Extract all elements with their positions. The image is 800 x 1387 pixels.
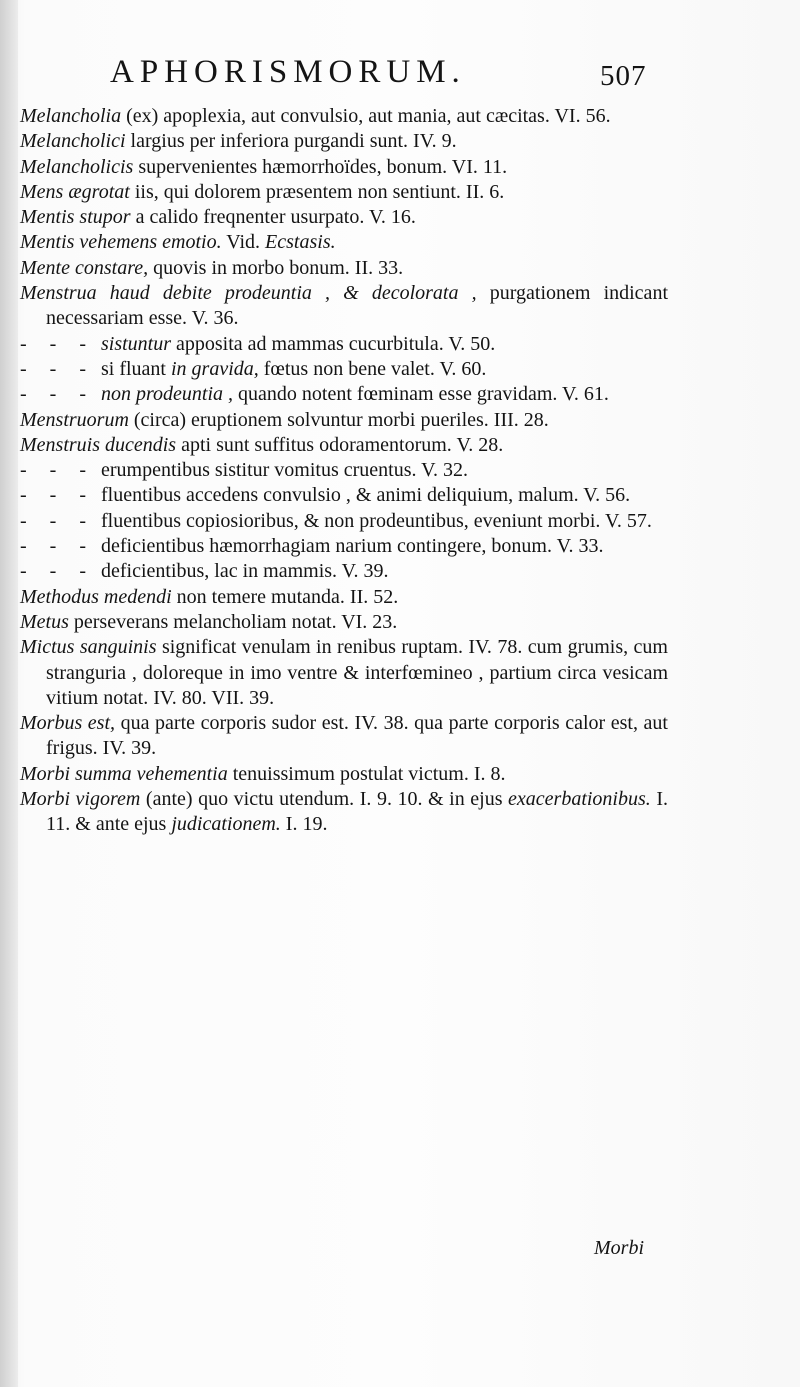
entry-lemma: Menstruis ducendis — [20, 433, 177, 456]
entry-italic: in gravida, — [170, 357, 259, 380]
index-entry — [20, 129, 668, 154]
index-entry — [20, 205, 668, 230]
entry-lemma: Morbi vigorem — [20, 788, 141, 811]
entry-dashes: - - - — [20, 332, 95, 355]
index-entry — [20, 585, 668, 610]
index-entry — [20, 762, 668, 787]
entry-lemma: Melancholicis — [20, 155, 134, 178]
entry-lemma: Morbus est, — [20, 712, 116, 735]
entry-text: erumpentibus sistitur vomitus cruentus. V. 32. — [100, 459, 469, 482]
entry-lemma: Melancholici — [20, 130, 126, 153]
entry-text: quando notent fœminam esse gravidam. V. 61. — [233, 383, 609, 406]
index-entry — [20, 332, 668, 357]
index-entry — [20, 256, 668, 281]
index-entry — [20, 382, 668, 407]
entry-lemma: Mentis vehemens emotio. — [20, 231, 222, 254]
index-entry — [20, 610, 668, 635]
page-spine-shadow — [0, 0, 18, 1387]
entry-text: non temere mutanda. II. 52. — [171, 585, 399, 608]
entry-text: si fluant — [100, 357, 171, 380]
page-header — [0, 50, 800, 94]
index-entry — [20, 711, 668, 762]
entry-lemma: Mens ægrotat — [20, 180, 130, 203]
entry-lemma: Menstrua haud debite prodeuntia , & decolorata , — [20, 282, 477, 305]
index-entry — [20, 230, 668, 255]
entry-text: tenuissimum postulat victum. I. 8. — [227, 762, 506, 785]
entry-text: iis, qui dolorem præsentem non sentiunt. II. 6. — [129, 180, 505, 203]
entry-lemma: Mentis stupor — [20, 206, 131, 229]
entry-lemma: Menstruorum — [20, 408, 129, 431]
index-entry — [20, 483, 668, 508]
index-entry — [20, 559, 668, 584]
entry-text: fluentibus copiosioribus, & non prodeuntibus, eveniunt morbi. V. 57. — [100, 509, 652, 532]
running-head: APHORISMORUM. — [110, 54, 466, 90]
entry-dashes: - - - — [20, 383, 95, 406]
index-entry — [20, 635, 668, 711]
entry-dashes: - - - — [20, 459, 95, 482]
entry-lemma: Melancholia — [20, 105, 122, 127]
entry-text: largius per inferiora purgandi sunt. IV. 9. — [125, 130, 457, 153]
entry-text: Vid. — [221, 231, 266, 254]
entry-text: quovis in morbo bonum. II. 33. — [148, 256, 404, 279]
entry-text: deficientibus hæmorrhagiam narium contingere, bonum. V. 33. — [100, 535, 604, 558]
entry-dashes: - - - — [20, 509, 95, 532]
entry-text: I. 19. — [280, 813, 328, 836]
index-entry — [20, 534, 668, 559]
page-number: 507 — [600, 60, 647, 92]
entry-text: qua parte corporis sudor est. IV. 38. qua parte corporis calor est, aut frigus. IV. 39. — [46, 712, 668, 760]
entry-text: deficientibus, lac in mammis. V. 39. — [100, 560, 389, 583]
entry-text: apposita ad mammas cucurbitula. V. 50. — [171, 332, 496, 355]
entry-text: fœtus non bene valet. V. 60. — [258, 357, 487, 380]
catchword: Morbi — [594, 1237, 644, 1259]
entry-text: (ante) quo victu utendum. I. 9. 10. & in ejus — [140, 788, 509, 811]
entry-lemma: Morbi summa vehementia — [20, 762, 228, 785]
entry-dashes: - - - — [20, 560, 95, 583]
entry-text: I. 11. & ante ejus — [46, 788, 668, 836]
index-entry — [20, 408, 668, 433]
entry-lemma: sistuntur — [100, 332, 172, 355]
entry-dashes: - - - — [20, 484, 95, 507]
entry-lemma: Mente constare, — [20, 256, 149, 279]
entry-text: purgationem indicant necessariam esse. V. 36. — [46, 282, 668, 330]
index-entry — [20, 509, 668, 534]
entry-italic: exacerbationibus. — [508, 788, 651, 811]
index-entry — [20, 281, 668, 332]
entry-text: fluentibus accedens convulsio , & animi deliquium, malum. V. 56. — [100, 484, 631, 507]
entry-italic: Ecstasis. — [265, 231, 336, 254]
entry-text: apti sunt suffitus odoramentorum. V. 28. — [176, 433, 504, 456]
entry-lemma: non prodeuntia , — [100, 383, 234, 406]
index-entries — [20, 104, 668, 838]
index-entry — [20, 155, 668, 180]
index-entry — [20, 458, 668, 483]
entry-italic: judicationem. — [171, 813, 281, 836]
entry-dashes: - - - — [20, 357, 95, 380]
entry-lemma: Methodus medendi — [20, 585, 172, 608]
entry-text: significat venulam in renibus ruptam. IV. 78. cum grumis, cum stranguria , doloreque in imo ventre & interfœmineo , partium circa vesicam vitium notat. IV. 80. VII. 39. — [46, 636, 668, 709]
index-entry — [20, 180, 668, 205]
index-entry — [20, 357, 668, 382]
index-entry — [20, 433, 668, 458]
index-entry — [20, 104, 668, 129]
entry-text: perseverans melancholiam notat. VI. 23. — [68, 610, 398, 633]
entry-text: a calido freqnenter usurpato. V. 16. — [130, 206, 416, 229]
entry-text: (ex) apoplexia, aut convulsio, aut mania, aut cæcitas. VI. 56. — [121, 105, 611, 127]
entry-dashes: - - - — [20, 535, 95, 558]
index-entry — [20, 787, 668, 838]
entry-lemma: Mictus sanguinis — [20, 636, 157, 659]
entry-lemma: Metus — [20, 610, 69, 633]
entry-text: supervenientes hæmorrhoïdes, bonum. VI. 11. — [133, 155, 508, 178]
entry-text: (circa) eruptionem solvuntur morbi pueriles. III. 28. — [128, 408, 549, 431]
